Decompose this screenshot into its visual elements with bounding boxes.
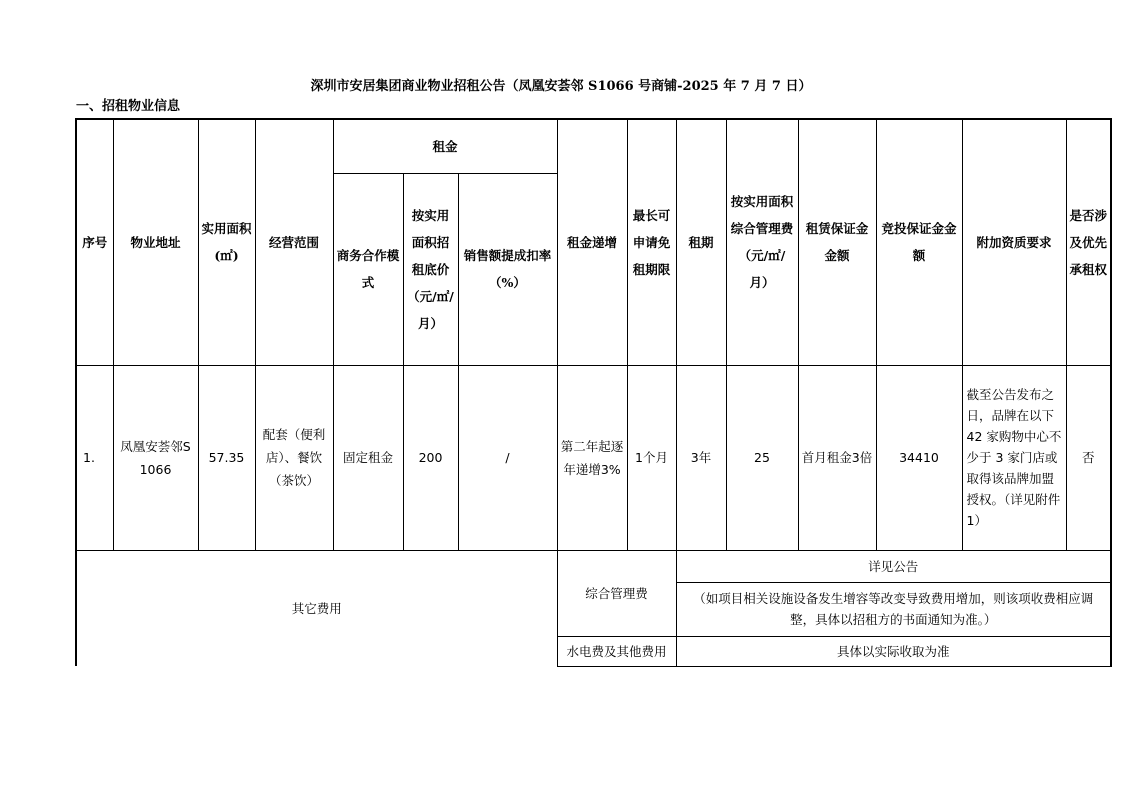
header-seq: 序号	[76, 119, 113, 365]
section-heading: 一、招租物业信息	[76, 99, 181, 114]
cell-sales-rate: /	[458, 365, 557, 550]
mgmt-fee-value: 详见公告	[676, 550, 1111, 582]
cell-scope: 配套（便利店）、餐饮（茶饮）	[255, 365, 333, 550]
header-area: 实用面积(㎡)	[198, 119, 255, 365]
other-fees-label: 其它费用	[76, 550, 557, 666]
header-base-rent: 按实用面积招租底价（元/㎡/月）	[403, 173, 458, 365]
property-info-table	[75, 118, 1112, 667]
cell-bid-deposit: 34410	[876, 365, 962, 550]
table-row	[76, 365, 1111, 550]
cell-seq: 1.	[76, 365, 113, 550]
header-sales-rate: 销售额提成扣率（%）	[458, 173, 557, 365]
cell-mgmt-fee: 25	[726, 365, 798, 550]
header-lease-term: 租期	[676, 119, 726, 365]
cell-area: 57.35	[198, 365, 255, 550]
header-scope: 经营范围	[255, 119, 333, 365]
utility-fee-value: 具体以实际收取为准	[676, 636, 1111, 666]
header-rent-group: 租金	[333, 119, 557, 173]
mgmt-fee-note: （如项目相关设施设备发生增容等改变导致费用增加，则该项收费相应调整，具体以招租方的书面通知为准。）	[676, 582, 1111, 636]
cell-deposit: 首月租金3倍	[798, 365, 876, 550]
header-deposit: 租赁保证金金额	[798, 119, 876, 365]
cell-priority: 否	[1066, 365, 1111, 550]
document-title: 深圳市安居集团商业物业招租公告（凤凰安荟邻 S1066 号商铺-2025 年 7 月 7 日）	[310, 79, 812, 94]
mgmt-fee-label: 综合管理费	[557, 550, 676, 636]
header-priority: 是否涉及优先承租权	[1066, 119, 1111, 365]
header-rent-increase: 租金递增	[557, 119, 627, 365]
header-free-period: 最长可申请免租期限	[627, 119, 676, 365]
header-bid-deposit: 竞投保证金金额	[876, 119, 962, 365]
utility-fee-label: 水电费及其他费用	[557, 636, 676, 666]
cell-qualification: 截至公告发布之日，品牌在以下 42 家购物中心不少于 3 家门店或取得该品牌加盟授权。（详见附件1）	[962, 365, 1066, 550]
header-mgmt-fee: 按实用面积综合管理费（元/㎡/月）	[726, 119, 798, 365]
cell-free-period: 1个月	[627, 365, 676, 550]
cell-base-rent: 200	[403, 365, 458, 550]
cell-rent-increase: 第二年起逐年递增3%	[557, 365, 627, 550]
header-address: 物业地址	[113, 119, 198, 365]
cell-address: 凤凰安荟邻S1066	[113, 365, 198, 550]
cell-lease-term: 3年	[676, 365, 726, 550]
header-coop-mode: 商务合作模式	[333, 173, 403, 365]
header-qualification: 附加资质要求	[962, 119, 1066, 365]
cell-coop-mode: 固定租金	[333, 365, 403, 550]
